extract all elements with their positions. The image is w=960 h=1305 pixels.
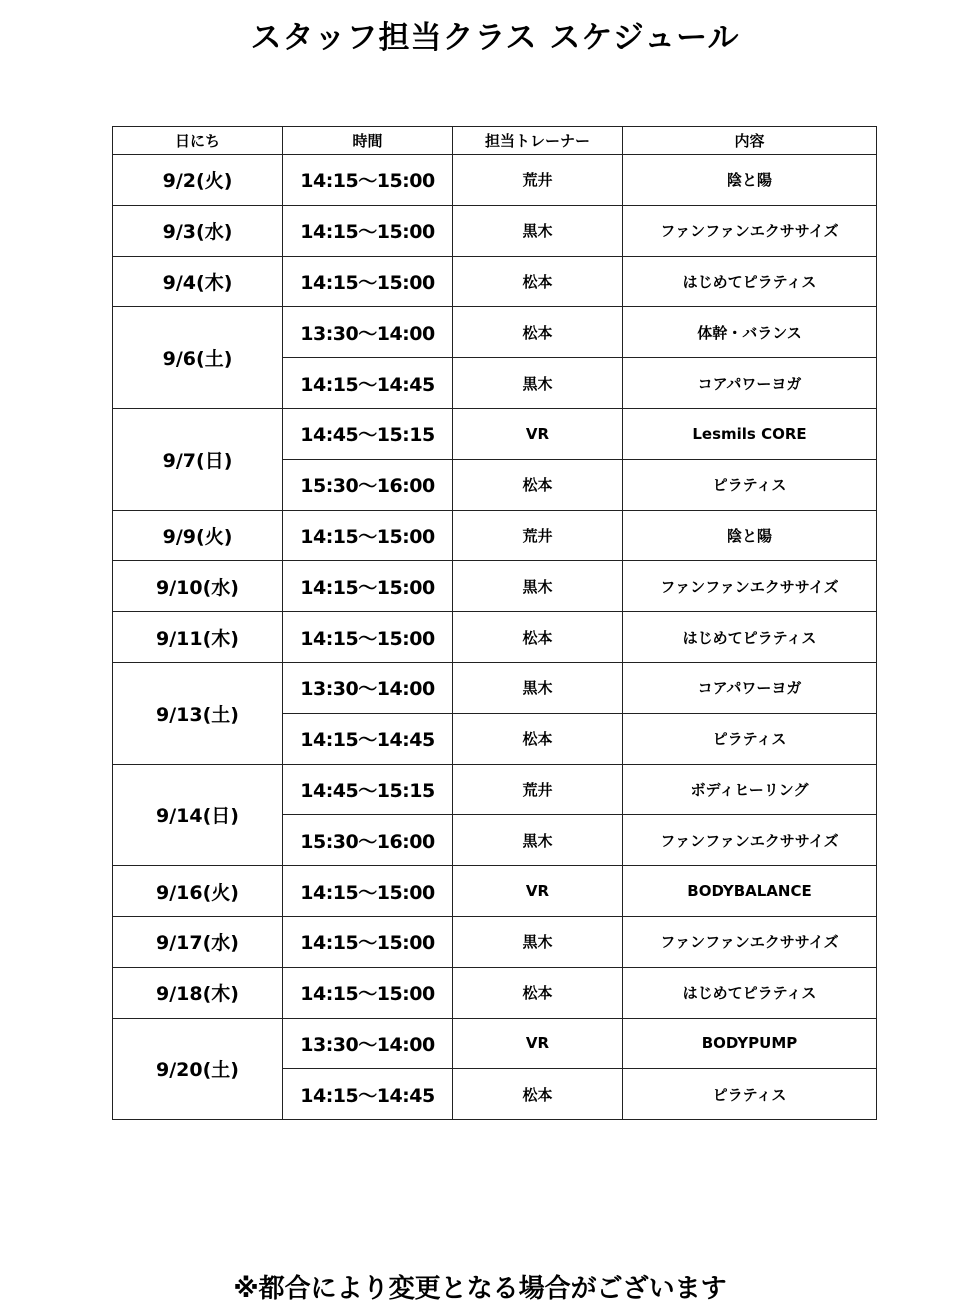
date-cell: 9/13(土) bbox=[113, 662, 283, 764]
content-cell: コアパワーヨガ bbox=[623, 662, 877, 713]
table-row bbox=[113, 510, 877, 561]
table-row bbox=[113, 866, 877, 917]
date-cell: 9/20(土) bbox=[113, 1018, 283, 1120]
trainer-cell: 黒木 bbox=[453, 916, 623, 967]
time-cell: 14:15〜14:45 bbox=[283, 358, 453, 409]
footnote: ※都合により変更となる場合がございます bbox=[233, 1274, 727, 1304]
time-cell: 14:15〜15:00 bbox=[283, 866, 453, 917]
date-cell: 9/14(日) bbox=[113, 764, 283, 866]
time-cell: 14:15〜15:00 bbox=[283, 967, 453, 1018]
trainer-cell: 松本 bbox=[453, 1069, 623, 1120]
trainer-cell: VR bbox=[453, 408, 623, 459]
trainer-cell: 黒木 bbox=[453, 358, 623, 409]
table-row bbox=[113, 916, 877, 967]
header-date: 日にち bbox=[113, 127, 283, 155]
page-title: スタッフ担当クラス スケジュール bbox=[250, 20, 740, 56]
trainer-cell: 松本 bbox=[453, 713, 623, 764]
table-row bbox=[113, 561, 877, 612]
date-cell: 9/6(土) bbox=[113, 307, 283, 409]
header-time: 時間 bbox=[283, 127, 453, 155]
table-row bbox=[113, 256, 877, 307]
header-trainer: 担当トレーナー bbox=[453, 127, 623, 155]
trainer-cell: 黒木 bbox=[453, 662, 623, 713]
content-cell: はじめてピラティス bbox=[623, 256, 877, 307]
content-cell: 陰と陽 bbox=[623, 155, 877, 206]
date-cell: 9/2(火) bbox=[113, 155, 283, 206]
trainer-cell: 松本 bbox=[453, 307, 623, 358]
content-cell: ピラティス bbox=[623, 713, 877, 764]
content-cell: はじめてピラティス bbox=[623, 967, 877, 1018]
content-cell: ファンファンエクササイズ bbox=[623, 205, 877, 256]
time-cell: 13:30〜14:00 bbox=[283, 662, 453, 713]
time-cell: 13:30〜14:00 bbox=[283, 307, 453, 358]
trainer-cell: 松本 bbox=[453, 256, 623, 307]
content-cell: Lesmils CORE bbox=[623, 408, 877, 459]
trainer-cell: 松本 bbox=[453, 967, 623, 1018]
time-cell: 14:45〜15:15 bbox=[283, 764, 453, 815]
trainer-cell: 黒木 bbox=[453, 815, 623, 866]
time-cell: 14:15〜15:00 bbox=[283, 561, 453, 612]
date-cell: 9/10(水) bbox=[113, 561, 283, 612]
trainer-cell: VR bbox=[453, 1018, 623, 1069]
header-row bbox=[113, 127, 877, 155]
content-cell: 陰と陽 bbox=[623, 510, 877, 561]
time-cell: 15:30〜16:00 bbox=[283, 815, 453, 866]
time-cell: 14:15〜15:00 bbox=[283, 612, 453, 663]
time-cell: 14:45〜15:15 bbox=[283, 408, 453, 459]
content-cell: ファンファンエクササイズ bbox=[623, 561, 877, 612]
time-cell: 14:15〜15:00 bbox=[283, 916, 453, 967]
date-cell: 9/17(水) bbox=[113, 916, 283, 967]
table-row bbox=[113, 155, 877, 206]
content-cell: ピラティス bbox=[623, 459, 877, 510]
table-row bbox=[113, 967, 877, 1018]
date-cell: 9/18(木) bbox=[113, 967, 283, 1018]
time-cell: 14:15〜15:00 bbox=[283, 256, 453, 307]
time-cell: 15:30〜16:00 bbox=[283, 459, 453, 510]
content-cell: はじめてピラティス bbox=[623, 612, 877, 663]
trainer-cell: 荒井 bbox=[453, 764, 623, 815]
content-cell: ファンファンエクササイズ bbox=[623, 815, 877, 866]
table-row bbox=[113, 408, 877, 459]
content-cell: ファンファンエクササイズ bbox=[623, 916, 877, 967]
content-cell: コアパワーヨガ bbox=[623, 358, 877, 409]
table-row bbox=[113, 1018, 877, 1069]
table-row bbox=[113, 205, 877, 256]
content-cell: ピラティス bbox=[623, 1069, 877, 1120]
schedule-table bbox=[112, 126, 877, 1120]
trainer-cell: 荒井 bbox=[453, 155, 623, 206]
time-cell: 14:15〜15:00 bbox=[283, 155, 453, 206]
date-cell: 9/7(日) bbox=[113, 408, 283, 510]
content-cell: BODYPUMP bbox=[623, 1018, 877, 1069]
trainer-cell: 黒木 bbox=[453, 205, 623, 256]
table-row bbox=[113, 612, 877, 663]
content-cell: 体幹・バランス bbox=[623, 307, 877, 358]
trainer-cell: VR bbox=[453, 866, 623, 917]
table-row bbox=[113, 662, 877, 713]
trainer-cell: 松本 bbox=[453, 612, 623, 663]
date-cell: 9/16(火) bbox=[113, 866, 283, 917]
trainer-cell: 松本 bbox=[453, 459, 623, 510]
trainer-cell: 黒木 bbox=[453, 561, 623, 612]
header-content: 内容 bbox=[623, 127, 877, 155]
schedule-body bbox=[113, 155, 877, 1120]
time-cell: 14:15〜14:45 bbox=[283, 1069, 453, 1120]
content-cell: BODYBALANCE bbox=[623, 866, 877, 917]
table-row bbox=[113, 307, 877, 358]
time-cell: 14:15〜15:00 bbox=[283, 205, 453, 256]
date-cell: 9/9(火) bbox=[113, 510, 283, 561]
table-row bbox=[113, 764, 877, 815]
content-cell: ボディヒーリング bbox=[623, 764, 877, 815]
date-cell: 9/11(木) bbox=[113, 612, 283, 663]
time-cell: 14:15〜15:00 bbox=[283, 510, 453, 561]
date-cell: 9/3(水) bbox=[113, 205, 283, 256]
date-cell: 9/4(木) bbox=[113, 256, 283, 307]
trainer-cell: 荒井 bbox=[453, 510, 623, 561]
time-cell: 13:30〜14:00 bbox=[283, 1018, 453, 1069]
time-cell: 14:15〜14:45 bbox=[283, 713, 453, 764]
